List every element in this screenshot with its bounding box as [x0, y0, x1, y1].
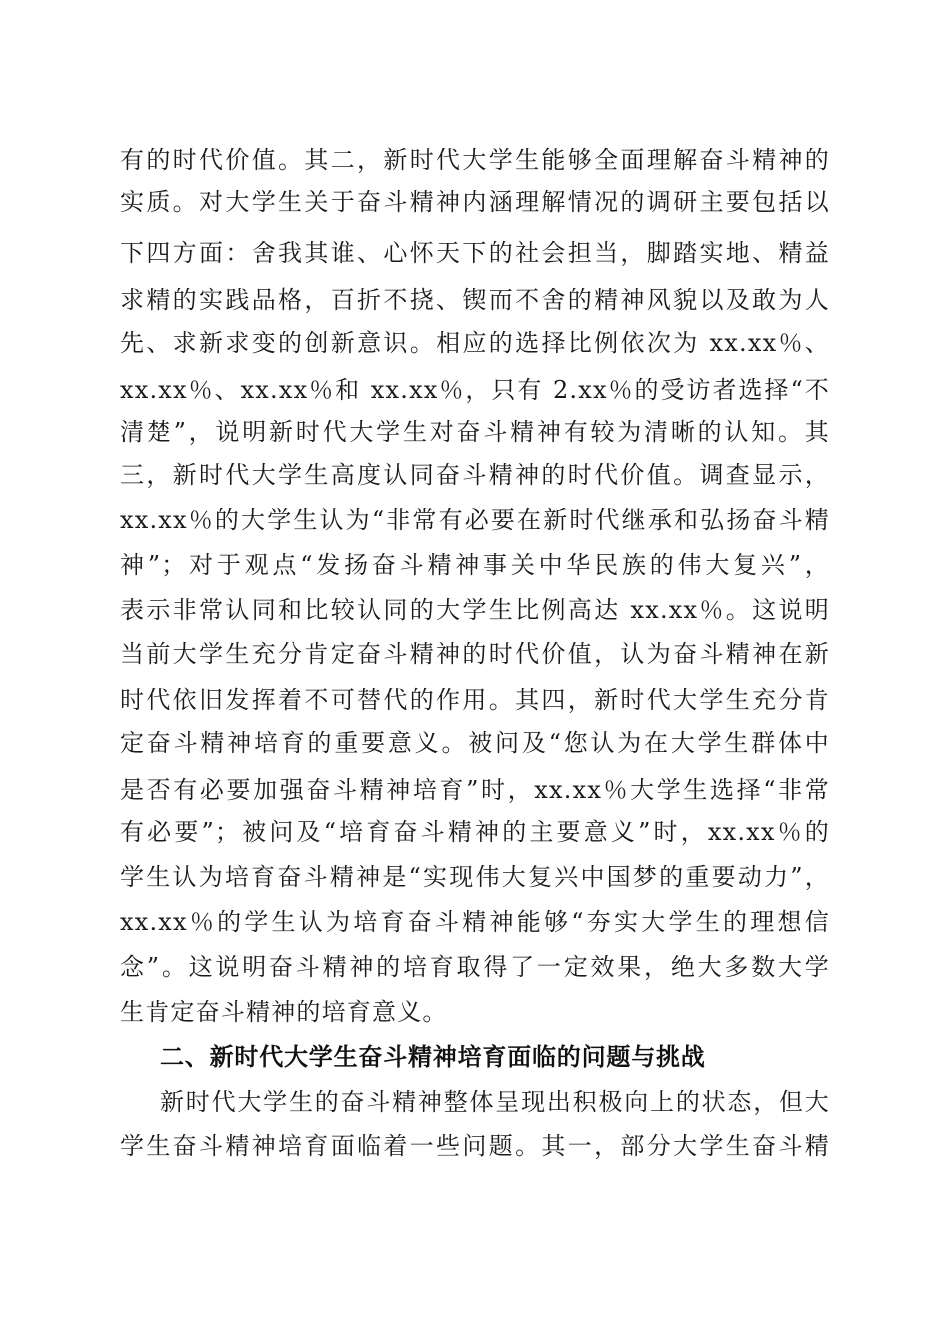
section-heading: 二、新时代大学生奋斗精神培育面临的问题与挑战 — [160, 1043, 706, 1071]
body-text-line: 神”；对于观点“发扬奋斗精神事关中华民族的伟大复兴”， — [120, 551, 830, 579]
body-text-line: xx.xx％的学生认为培育奋斗精神能够“夯实大学生的理想信 — [120, 908, 830, 936]
body-text-line: 是否有必要加强奋斗精神培育”时，xx.xx％大学生选择“非常 — [120, 776, 830, 804]
body-text-line: 有必要”；被问及“培育奋斗精神的主要意义”时，xx.xx％的 — [120, 818, 830, 846]
body-text-line: 学生认为培育奋斗精神是“实现伟大复兴中国梦的重要动力”， — [120, 863, 830, 891]
body-text-line: 定奋斗精神培育的重要意义。被问及“您认为在大学生群体中 — [120, 729, 830, 757]
body-text-line: xx.xx％的大学生认为“非常有必要在新时代继承和弘扬奋斗精 — [120, 506, 830, 534]
body-text-line: 生肯定奋斗精神的培育意义。 — [120, 998, 448, 1026]
body-text-line: 念”。这说明奋斗精神的培育取得了一定效果，绝大多数大学 — [120, 953, 830, 981]
body-text-line: 新时代大学生的奋斗精神整体呈现出积极向上的状态，但大 — [160, 1088, 830, 1116]
body-text-line: 实质。对大学生关于奋斗精神内涵理解情况的调研主要包括以 — [120, 188, 830, 216]
body-text-line: xx.xx％、xx.xx％和 xx.xx％，只有 2.xx％的受访者选择“不 — [120, 376, 830, 404]
body-text-line: 时代依旧发挥着不可替代的作用。其四，新时代大学生充分肯 — [120, 686, 830, 714]
body-text-line: 三，新时代大学生高度认同奋斗精神的时代价值。调查显示， — [120, 461, 830, 489]
body-text-line: 有的时代价值。其二，新时代大学生能够全面理解奋斗精神的 — [120, 146, 830, 174]
body-text-line: 当前大学生充分肯定奋斗精神的时代价值，认为奋斗精神在新 — [120, 640, 830, 668]
body-text-line: 表示非常认同和比较认同的大学生比例高达 xx.xx％。这说明 — [120, 596, 830, 624]
body-text-line: 先、求新求变的创新意识。相应的选择比例依次为 xx.xx％、 — [120, 329, 830, 357]
body-text-line: 求精的实践品格，百折不挠、锲而不舍的精神风貌以及敢为人 — [120, 286, 830, 314]
body-text-line: 学生奋斗精神培育面临着一些问题。其一，部分大学生奋斗精 — [120, 1132, 830, 1160]
body-text-line: 清楚”，说明新时代大学生对奋斗精神有较为清晰的认知。其 — [120, 418, 830, 446]
body-text-line: 下四方面：舍我其谁、心怀天下的社会担当，脚踏实地、精益 — [120, 239, 830, 267]
